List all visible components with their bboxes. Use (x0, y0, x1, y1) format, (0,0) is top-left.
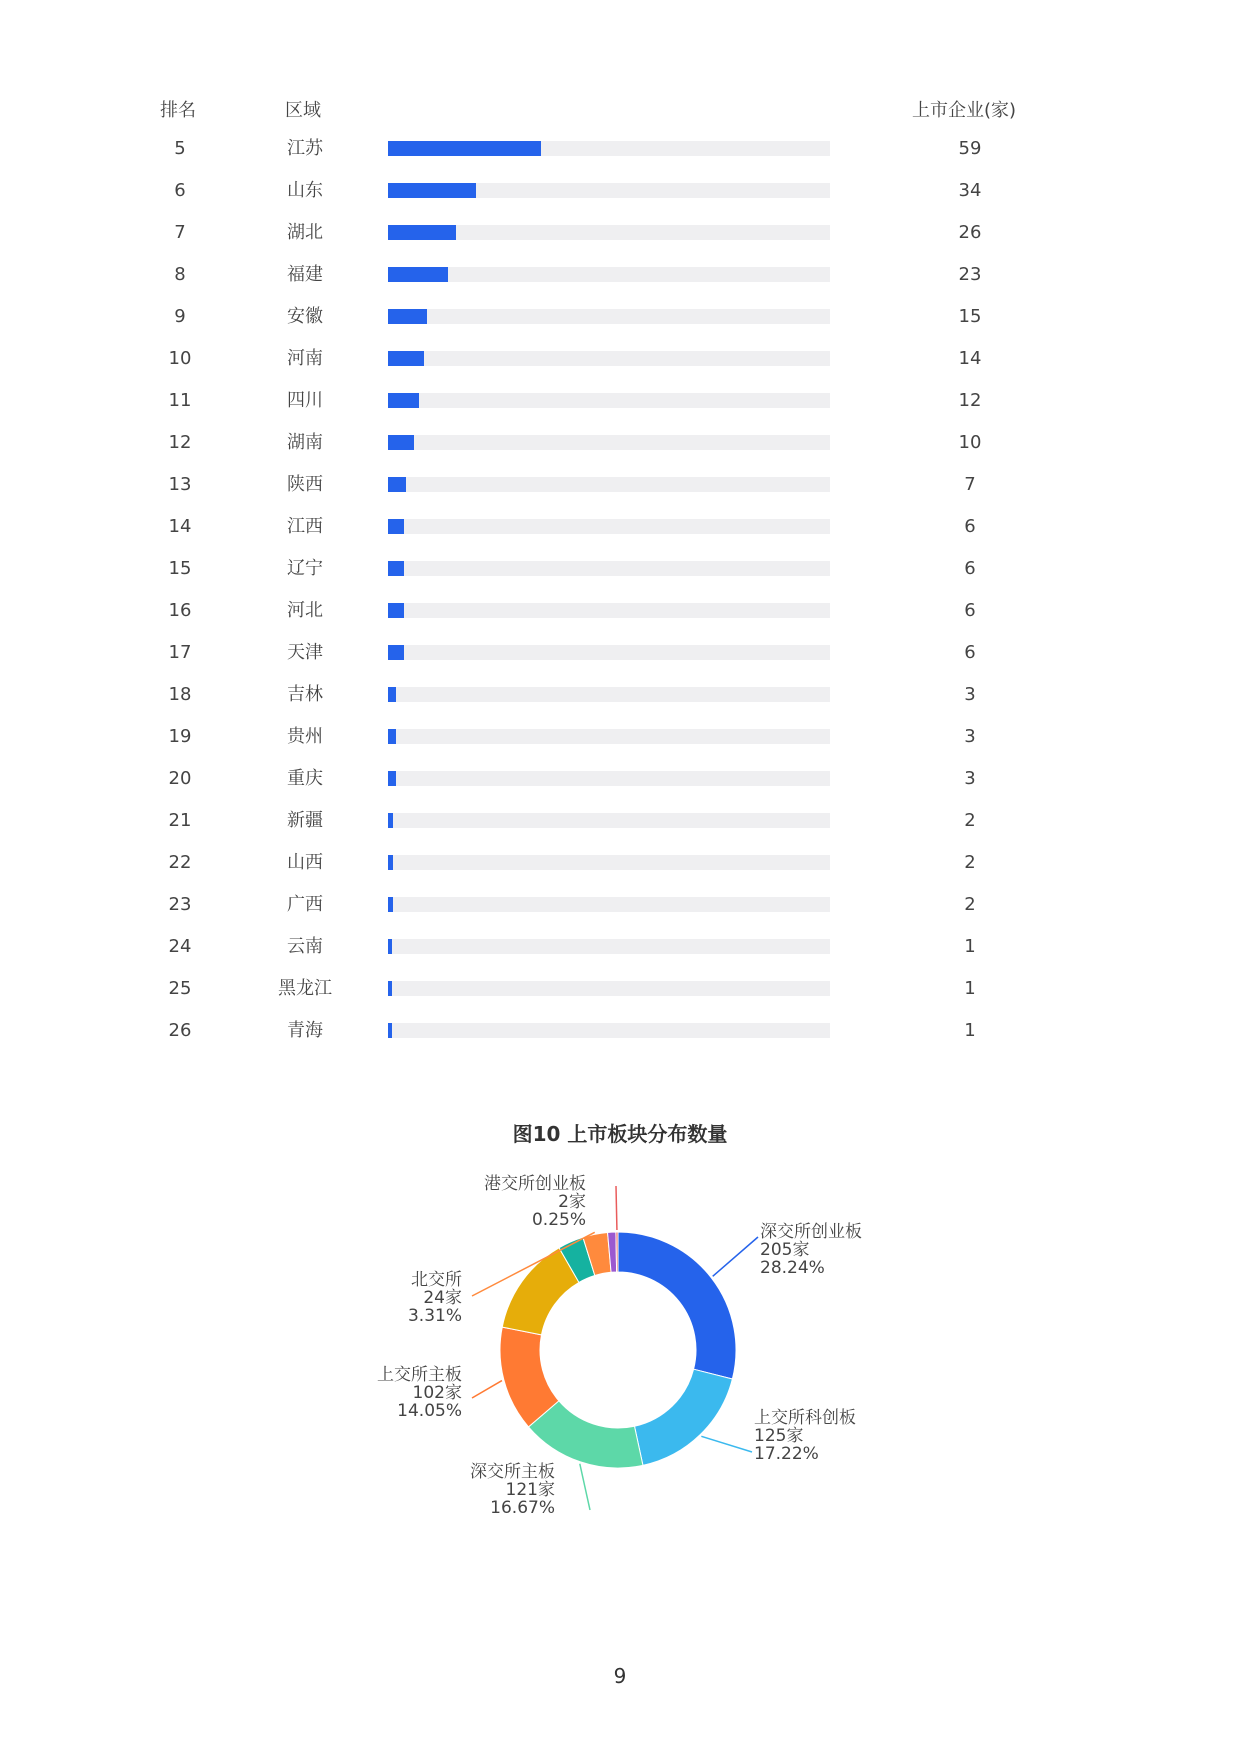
bar-track (388, 855, 830, 870)
table-row (0, 128, 1240, 170)
bar (388, 393, 419, 408)
table-row (0, 506, 1240, 548)
bar (388, 729, 396, 744)
table-row (0, 212, 1240, 254)
value-cell: 1 (964, 1020, 976, 1041)
slice-label (408, 1270, 462, 1326)
header-rank: 排名 (160, 100, 196, 121)
value-cell: 2 (964, 852, 976, 873)
slice-label-count: 102家 (412, 1383, 462, 1403)
table-row (0, 716, 1240, 758)
bar (388, 309, 427, 324)
slice-label-name: 深交所主板 (470, 1462, 555, 1482)
rank-cell: 6 (174, 180, 186, 201)
slice-label-percent: 28.24% (760, 1258, 825, 1278)
bar-track (388, 813, 830, 828)
bar (388, 939, 392, 954)
table-row (0, 590, 1240, 632)
bar (388, 141, 541, 156)
donut-chart-title: 图10 上市板块分布数量 (512, 1122, 728, 1146)
table-row (0, 884, 1240, 926)
value-cell: 14 (958, 348, 982, 369)
value-cell: 3 (964, 726, 976, 747)
value-cell: 6 (964, 516, 976, 537)
region-cell: 河南 (287, 348, 323, 369)
rank-cell: 21 (168, 810, 192, 831)
region-cell: 青海 (287, 1020, 323, 1041)
rank-cell: 20 (168, 768, 192, 789)
value-cell: 2 (964, 810, 976, 831)
rank-cell: 7 (174, 222, 186, 243)
pie-slice (616, 1232, 618, 1272)
bar-track (388, 351, 830, 366)
bar (388, 477, 406, 492)
bar (388, 1023, 392, 1038)
bar-track (388, 687, 830, 702)
bar (388, 897, 393, 912)
rank-cell: 10 (168, 348, 192, 369)
table-row (0, 296, 1240, 338)
table-row (0, 968, 1240, 1010)
table-row (0, 464, 1240, 506)
value-cell: 59 (958, 138, 982, 159)
region-cell: 吉林 (287, 684, 323, 705)
table-row (0, 170, 1240, 212)
slice-label-percent: 17.22% (754, 1444, 819, 1464)
slice-label-name: 上交所主板 (377, 1365, 462, 1385)
bar-track (388, 519, 830, 534)
value-cell: 3 (964, 768, 976, 789)
table-row (0, 842, 1240, 884)
rank-cell: 24 (168, 936, 192, 957)
rank-cell: 16 (168, 600, 192, 621)
rank-cell: 5 (174, 138, 186, 159)
bar-track (388, 939, 830, 954)
region-cell: 河北 (287, 600, 323, 621)
value-cell: 1 (964, 936, 976, 957)
region-cell: 江西 (287, 516, 323, 537)
region-cell: 山西 (287, 852, 323, 873)
rank-cell: 14 (168, 516, 192, 537)
leader-line (616, 1186, 617, 1230)
region-cell: 陕西 (287, 474, 323, 495)
slice-label-name: 深交所创业板 (760, 1222, 862, 1242)
table-row (0, 674, 1240, 716)
table-row (0, 548, 1240, 590)
donut-chart (0, 1140, 1240, 1580)
table-row (0, 422, 1240, 464)
value-cell: 10 (958, 432, 982, 453)
rank-cell: 12 (168, 432, 192, 453)
slice-label-name: 港交所创业板 (484, 1174, 586, 1194)
rank-cell: 9 (174, 306, 186, 327)
region-cell: 湖南 (287, 432, 323, 453)
rank-cell: 13 (168, 474, 192, 495)
slice-label-percent: 14.05% (397, 1401, 462, 1421)
bar-track (388, 729, 830, 744)
value-cell: 15 (958, 306, 982, 327)
table-row (0, 1010, 1240, 1052)
region-cell: 云南 (287, 936, 323, 957)
slice-label-count: 125家 (754, 1426, 804, 1446)
slice-label-name: 上交所科创板 (754, 1408, 856, 1428)
leader-line (580, 1464, 590, 1510)
slice-label-count: 121家 (505, 1480, 555, 1500)
value-cell: 23 (958, 264, 982, 285)
rank-cell: 11 (168, 390, 192, 411)
region-cell: 湖北 (287, 222, 323, 243)
leader-line (713, 1237, 758, 1276)
value-cell: 6 (964, 600, 976, 621)
bar (388, 435, 414, 450)
bar (388, 225, 456, 240)
table-row (0, 338, 1240, 380)
region-cell: 贵州 (287, 726, 323, 747)
region-cell: 辽宁 (287, 558, 323, 579)
slice-label (760, 1222, 862, 1278)
slice-label (470, 1462, 555, 1518)
rank-cell: 19 (168, 726, 192, 747)
bar-track (388, 225, 830, 240)
slice-label-percent: 3.31% (407, 1306, 462, 1326)
bar (388, 183, 476, 198)
table-row (0, 632, 1240, 674)
bar (388, 813, 393, 828)
region-cell: 广西 (287, 894, 323, 915)
slice-label-count: 205家 (760, 1240, 810, 1260)
value-cell: 3 (964, 684, 976, 705)
value-cell: 7 (964, 474, 976, 495)
region-cell: 安徽 (287, 306, 323, 327)
slice-label (377, 1365, 462, 1421)
table-row (0, 800, 1240, 842)
table-row (0, 254, 1240, 296)
bar (388, 855, 393, 870)
region-cell: 新疆 (287, 810, 323, 831)
rank-cell: 25 (168, 978, 192, 999)
pie-slice (634, 1369, 732, 1465)
leader-line (701, 1436, 752, 1452)
bar-track (388, 435, 830, 450)
value-cell: 6 (964, 558, 976, 579)
pie-slice (618, 1232, 736, 1379)
rank-cell: 26 (168, 1020, 192, 1041)
bar (388, 519, 404, 534)
bar-track (388, 897, 830, 912)
bar-track (388, 771, 830, 786)
value-cell: 34 (958, 180, 982, 201)
bar-track (388, 981, 830, 996)
bar-track (388, 603, 830, 618)
bar-track (388, 645, 830, 660)
page-number: 9 (613, 1664, 627, 1688)
slice-label (754, 1408, 856, 1464)
value-cell: 2 (964, 894, 976, 915)
rank-cell: 8 (174, 264, 186, 285)
bar-track (388, 393, 830, 408)
bar-track (388, 561, 830, 576)
value-cell: 6 (964, 642, 976, 663)
rank-cell: 23 (168, 894, 192, 915)
bar-track (388, 267, 830, 282)
rank-cell: 22 (168, 852, 192, 873)
bar (388, 267, 448, 282)
bar-track (388, 183, 830, 198)
bar-track (388, 477, 830, 492)
slice-label-count: 24家 (423, 1288, 462, 1308)
bar (388, 771, 396, 786)
region-cell: 天津 (287, 642, 323, 663)
bar-track (388, 309, 830, 324)
region-cell: 黑龙江 (278, 978, 332, 999)
table-row (0, 758, 1240, 800)
value-cell: 12 (958, 390, 982, 411)
header-value: 上市企业(家) (912, 100, 1017, 121)
bar (388, 603, 404, 618)
slice-label-name: 北交所 (411, 1270, 462, 1290)
value-cell: 1 (964, 978, 976, 999)
region-cell: 江苏 (287, 138, 323, 159)
region-cell: 重庆 (287, 768, 323, 789)
rank-cell: 18 (168, 684, 192, 705)
value-cell: 26 (958, 222, 982, 243)
region-cell: 四川 (287, 390, 323, 411)
header-region: 区域 (285, 100, 321, 121)
slice-label-percent: 16.67% (490, 1498, 555, 1518)
bar (388, 561, 404, 576)
bar-track (388, 1023, 830, 1038)
region-cell: 山东 (287, 180, 323, 201)
rank-cell: 15 (168, 558, 192, 579)
table-row (0, 926, 1240, 968)
bar (388, 981, 392, 996)
bar-track (388, 141, 830, 156)
bar (388, 351, 424, 366)
slice-label-percent: 0.25% (531, 1210, 586, 1230)
slice-label-count: 2家 (558, 1192, 586, 1212)
rank-cell: 17 (168, 642, 192, 663)
region-cell: 福建 (287, 264, 323, 285)
bar (388, 645, 404, 660)
leader-line (472, 1381, 502, 1398)
table-row (0, 380, 1240, 422)
bar (388, 687, 396, 702)
slice-label (484, 1174, 586, 1230)
